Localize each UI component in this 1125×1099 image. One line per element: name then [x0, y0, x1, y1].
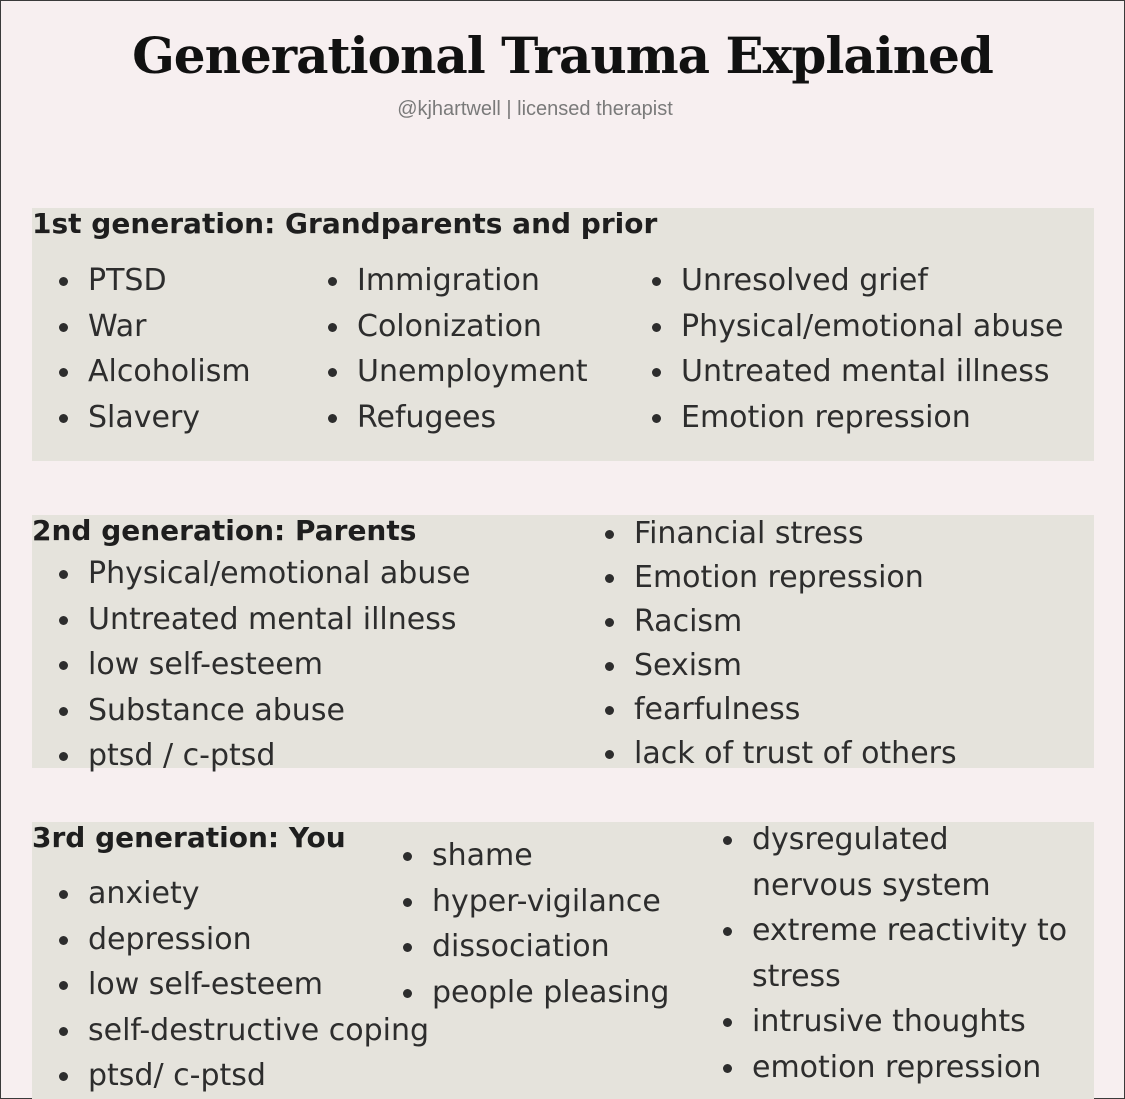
list-item: Unemployment [327, 349, 588, 395]
list-item: self-destructive coping [58, 1008, 429, 1054]
bullet-icon [328, 414, 337, 423]
bullet-icon [605, 618, 614, 627]
bullet-icon [652, 277, 661, 286]
bullet-icon [605, 530, 614, 539]
list-item: emotion repression [722, 1045, 1067, 1091]
bullet-icon [723, 927, 732, 936]
list-second-generation-col1 [58, 551, 470, 779]
list-item: intrusive thoughts [722, 999, 1067, 1045]
bullet-icon [403, 852, 412, 861]
list-item: PTSD [58, 258, 251, 304]
page-subtitle: @kjhartwell | licensed therapist [397, 98, 673, 120]
bullet-icon [59, 616, 68, 625]
bullet-icon [328, 277, 337, 286]
list-item: low self-esteem [58, 962, 429, 1008]
bullet-icon [59, 981, 68, 990]
bullet-icon [723, 836, 732, 845]
list-item: people pleasing [402, 970, 669, 1016]
bullet-icon [59, 277, 68, 286]
list-item: Untreated mental illness [58, 597, 470, 643]
bullet-icon [59, 890, 68, 899]
bullet-icon [652, 414, 661, 423]
bullet-icon [403, 943, 412, 952]
list-item: depression [58, 917, 429, 963]
bullet-icon [59, 414, 68, 423]
list-first-generation-col1 [58, 258, 251, 440]
bullet-icon [328, 368, 337, 377]
list-item: fearfulness [604, 688, 957, 732]
list-third-generation-col1 [58, 871, 429, 1099]
bullet-icon [723, 1018, 732, 1027]
list-item: Unresolved grief [651, 258, 1063, 304]
list-third-generation-col2 [402, 833, 669, 1015]
bullet-icon [59, 1072, 68, 1081]
bullet-icon [652, 323, 661, 332]
page-title: Generational Trauma Explained [132, 26, 993, 85]
list-item: Emotion repression [651, 395, 1063, 441]
list-item: Immigration [327, 258, 588, 304]
list-item: dissociation [402, 924, 669, 970]
bullet-icon [652, 368, 661, 377]
list-item: low self-esteem [58, 642, 470, 688]
list-third-generation-col3 [722, 817, 1067, 1090]
bullet-icon [605, 662, 614, 671]
list-item: War [58, 304, 251, 350]
bullet-icon [723, 1064, 732, 1073]
bullet-icon [59, 752, 68, 761]
list-item: Emotion repression [604, 556, 957, 600]
section-heading-third-generation: 3rd generation: You [32, 821, 346, 854]
list-item: ptsd / c-ptsd [58, 733, 470, 779]
bullet-icon [59, 707, 68, 716]
list-item: Untreated mental illness [651, 349, 1063, 395]
section-heading-first-generation: 1st generation: Grandparents and prior [32, 207, 658, 240]
list-item: ptsd/ c-ptsd [58, 1053, 429, 1099]
bullet-icon [605, 706, 614, 715]
list-item: Substance abuse [58, 688, 470, 734]
bullet-icon [403, 989, 412, 998]
list-item: Financial stress [604, 512, 957, 556]
list-item: hyper-vigilance [402, 879, 669, 925]
list-item: anxiety [58, 871, 429, 917]
list-item: Alcoholism [58, 349, 251, 395]
list-first-generation-col3 [651, 258, 1063, 440]
bullet-icon [59, 1027, 68, 1036]
bullet-icon [59, 936, 68, 945]
bullet-icon [59, 661, 68, 670]
bullet-icon [605, 750, 614, 759]
list-item: dysregulated nervous system [722, 817, 1067, 908]
list-item: Sexism [604, 644, 957, 688]
list-item: Colonization [327, 304, 588, 350]
bullet-icon [605, 574, 614, 583]
list-first-generation-col2 [327, 258, 588, 440]
bullet-icon [59, 368, 68, 377]
bullet-icon [59, 323, 68, 332]
list-item: lack of trust of others [604, 732, 957, 776]
list-second-generation-col2 [604, 512, 957, 776]
bullet-icon [59, 570, 68, 579]
list-item: Physical/emotional abuse [58, 551, 470, 597]
list-item: Refugees [327, 395, 588, 441]
list-item: Physical/emotional abuse [651, 304, 1063, 350]
list-item: shame [402, 833, 669, 879]
section-heading-second-generation: 2nd generation: Parents [32, 514, 417, 547]
bullet-icon [328, 323, 337, 332]
bullet-icon [403, 898, 412, 907]
list-item: extreme reactivity to stress [722, 908, 1067, 999]
list-item: Slavery [58, 395, 251, 441]
list-item: Racism [604, 600, 957, 644]
